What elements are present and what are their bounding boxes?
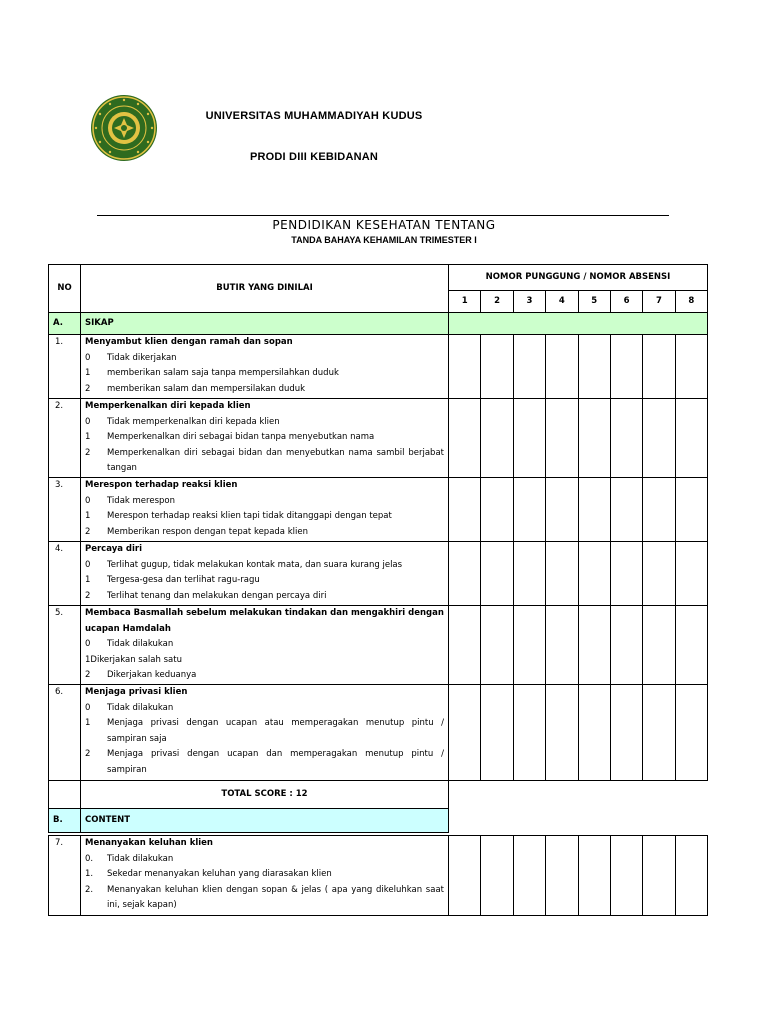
score-cell[interactable] [610,335,642,399]
score-cell[interactable] [481,399,513,478]
option-score: 1 [85,432,91,442]
option-text: Memberikan respon dengan tepat kepada klien [107,526,308,537]
score-cell[interactable] [546,478,578,542]
col-no-header: NO [49,265,81,313]
score-cell[interactable] [546,399,578,478]
score-cell[interactable] [643,836,675,916]
score-cell[interactable] [675,606,707,685]
table-row [49,606,708,685]
option-score: 2. [85,884,94,895]
score-cell[interactable] [546,685,578,781]
item-content [81,542,449,606]
score-cell[interactable] [481,335,513,399]
col-group-header: NOMOR PUNGGUNG / NOMOR ABSENSI [449,265,708,291]
document-subtitle: TANDA BAHAYA KEHAMILAN TRIMESTER I [291,235,477,245]
score-cell[interactable] [546,335,578,399]
item-title: Memperkenalkan diri kepada klien [85,401,251,411]
score-cell[interactable] [578,685,610,781]
item-no: 3. [49,478,81,542]
table-row [49,685,708,781]
item-title: Merespon terhadap reaksi klien [85,480,238,490]
total-blank [449,781,708,809]
score-cell[interactable] [481,542,513,606]
option-score: 0 [85,495,91,506]
score-cell[interactable] [449,836,481,916]
item-title: Membaca Basmallah sebelum melakukan tindakan dan mengakhiri dengan ucapan Hamdalah [85,608,444,634]
item-no: 1. [49,335,81,399]
option-text: Tidak dilakukan [107,702,174,713]
score-cell[interactable] [578,478,610,542]
score-cell[interactable] [675,685,707,781]
score-cell[interactable] [610,542,642,606]
col-number: 4 [546,291,578,313]
score-cell[interactable] [449,542,481,606]
item-no: 6. [49,685,81,781]
header-divider [97,215,669,216]
score-cell[interactable] [643,478,675,542]
col-number: 8 [675,291,707,313]
option-score: 1 [85,368,91,378]
score-cell[interactable] [513,335,545,399]
option-score: 1 [85,718,91,728]
option-text: Tergesa-gesa dan terlihat ragu-ragu [107,575,260,585]
score-cell[interactable] [610,685,642,781]
option-score: 2 [85,670,91,680]
option-text: Terlihat tenang dan melakukan dengan percaya diri [107,590,327,601]
score-cell[interactable] [578,542,610,606]
section-a-no: A. [49,313,81,335]
total-score-label: TOTAL SCORE : 12 [81,781,449,809]
score-cell[interactable] [513,836,545,916]
option-score: 2 [85,447,91,458]
item-content [81,335,449,399]
option-text: memberikan salam dan mempersilakan duduk [107,383,306,394]
option-score: 1. [85,869,94,879]
col-number: 7 [643,291,675,313]
option-score: 0 [85,352,91,363]
option-text: memberikan salam saja tanpa mempersilahkan duduk [107,368,339,378]
score-cell[interactable] [610,399,642,478]
item-title: Percaya diri [85,544,143,554]
item-title: Menanyakan keluhan klien [85,838,213,848]
score-cell[interactable] [643,542,675,606]
score-cell[interactable] [546,542,578,606]
score-cell[interactable] [449,606,481,685]
table-row [49,542,708,606]
score-cell[interactable] [643,606,675,685]
item-content [81,685,449,781]
score-cell[interactable] [481,606,513,685]
score-cell[interactable] [546,606,578,685]
score-cell[interactable] [675,335,707,399]
table-row [49,478,708,542]
option-score: 0 [85,559,91,570]
assessment-table [48,264,708,916]
university-name: UNIVERSITAS MUHAMMADIYAH KUDUS [205,110,423,122]
score-cell[interactable] [578,399,610,478]
score-cell[interactable] [513,606,545,685]
option-score: 2 [85,749,91,759]
item-content [81,399,449,478]
col-item-header: BUTIR YANG DINILAI [81,265,449,313]
score-cell[interactable] [578,335,610,399]
option-score: 0. [85,853,94,864]
score-cell[interactable] [513,399,545,478]
option-text: Sekedar menanyakan keluhan yang diarasakan klien [107,869,332,879]
col-number: 5 [578,291,610,313]
score-cell[interactable] [513,542,545,606]
option-score: 1 [85,575,91,585]
option-score: 0 [85,702,91,713]
section-b-label: CONTENT [81,809,449,833]
score-cell[interactable] [481,478,513,542]
item-no: 2. [49,399,81,478]
option-text: Dikerjakan keduanya [107,670,197,680]
score-cell[interactable] [513,685,545,781]
option-text: Merespon terhadap reaksi klien tapi tidak ditanggapi dengan tepat [107,511,392,521]
col-number: 1 [449,291,481,313]
section-a-fill [449,313,708,335]
score-cell[interactable] [546,836,578,916]
col-number: 6 [610,291,642,313]
score-cell[interactable] [449,685,481,781]
document-title: PENDIDIKAN KESEHATAN TENTANG [272,218,496,232]
table-row [49,399,708,478]
option-score: 1 [85,511,91,521]
item-content [81,478,449,542]
item-title: Menyambut klien dengan ramah dan sopan [85,337,293,347]
score-cell[interactable] [675,836,707,916]
table-row [49,836,708,916]
option-text: Terlihat gugup, tidak melakukan kontak mata, dan suara kurang jelas [107,559,403,570]
score-cell[interactable] [449,335,481,399]
section-a-label: SIKAP [81,313,449,335]
score-cell[interactable] [675,478,707,542]
option-text: Menjaga privasi dengan ucapan atau memperagakan menutup pintu / sampiran saja [107,718,444,744]
section-b-no: B. [49,809,81,833]
col-number: 3 [513,291,545,313]
option-text: Tidak dikerjakan [107,352,177,363]
score-cell[interactable] [643,335,675,399]
item-content [81,606,449,685]
score-cell[interactable] [610,606,642,685]
total-no-cell [49,781,81,809]
score-cell[interactable] [643,685,675,781]
score-cell[interactable] [643,399,675,478]
option-score: 0 [85,416,91,427]
option-score: 0 [85,639,91,649]
option-text: Tidak dilakukan [107,639,174,649]
section-b-blank [449,809,708,833]
score-cell[interactable] [675,399,707,478]
option-text: Tidak merespon [107,495,175,506]
item-no: 7. [49,836,81,916]
option-text: Memperkenalkan diri sebagai bidan tanpa menyebutkan nama [107,432,375,442]
score-cell[interactable] [675,542,707,606]
score-cell[interactable] [610,836,642,916]
option-text: Memperkenalkan diri sebagai bidan dan menyebutkan nama sambil berjabat tangan [107,447,444,473]
col-number: 2 [481,291,513,313]
option-text: Tidak dilakukan [107,853,174,864]
score-cell[interactable] [578,606,610,685]
option-text: 1Dikerjakan salah satu [85,654,182,665]
option-score: 2 [85,526,91,537]
table-row [49,335,708,399]
program-name: PRODI DIII KEBIDANAN [249,151,379,163]
score-cell[interactable] [578,836,610,916]
option-score: 2 [85,383,91,394]
option-text: Tidak memperkenalkan diri kepada klien [107,416,280,427]
score-cell[interactable] [610,478,642,542]
score-cell[interactable] [481,836,513,916]
option-text: Menanyakan keluhan klien dengan sopan & jelas ( apa yang dikeluhkan saat ini, sejak kapan) [107,884,444,910]
score-cell[interactable] [449,478,481,542]
score-cell[interactable] [513,478,545,542]
option-text: Menjaga privasi dengan ucapan dan memperagakan menutup pintu / sampiran [107,749,444,775]
score-cell[interactable] [449,399,481,478]
item-no: 5. [49,606,81,685]
score-cell[interactable] [481,685,513,781]
item-content [81,836,449,916]
option-score: 2 [85,590,91,601]
item-title: Menjaga privasi klien [85,687,188,697]
item-no: 4. [49,542,81,606]
